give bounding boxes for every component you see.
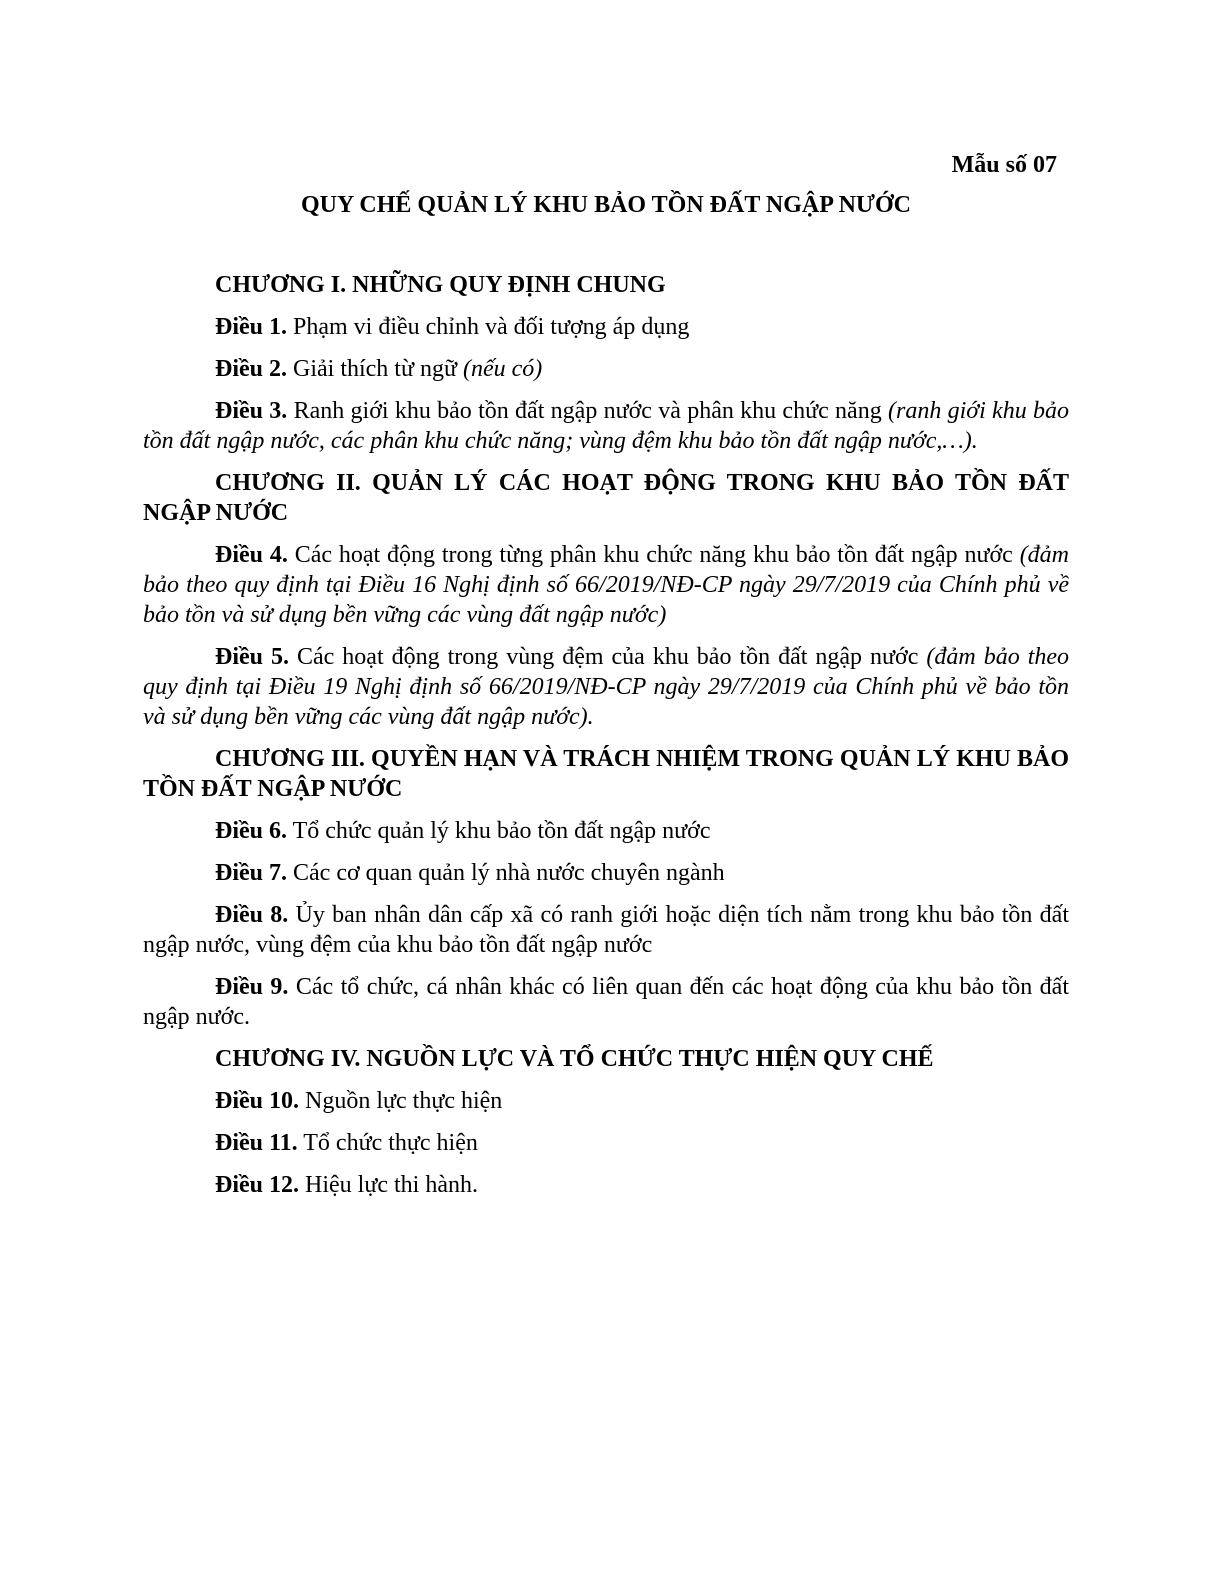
article-label: Điều 5. bbox=[215, 644, 289, 670]
article bbox=[143, 1128, 1069, 1158]
chapter-heading: CHƯƠNG II. QUẢN LÝ CÁC HOẠT ĐỘNG TRONG KHU BẢO TỒN ĐẤT NGẬP NƯỚC bbox=[143, 470, 1069, 526]
article-label: Điều 4. bbox=[215, 542, 288, 568]
article-label: Điều 8. bbox=[215, 902, 289, 928]
article-text: Các hoạt động trong từng phân khu chức năng khu bảo tồn đất ngập nước bbox=[287, 542, 1020, 568]
article-text: Phạm vi điều chỉnh và đối tượng áp dụng bbox=[287, 314, 690, 340]
article-label: Điều 3. bbox=[215, 398, 288, 424]
article bbox=[143, 1086, 1069, 1116]
article-note: (ranh giới khu bảo tồn đất ngập nước, các phân khu chức năng; vùng đệm khu bảo tồn đất ngập nước,…). bbox=[143, 398, 1069, 454]
article bbox=[143, 972, 1069, 1032]
article-text: Các cơ quan quản lý nhà nước chuyên ngành bbox=[287, 860, 725, 886]
article-text: Nguồn lực thực hiện bbox=[299, 1088, 503, 1114]
article-label: Điều 7. bbox=[215, 860, 287, 886]
article-label: Điều 9. bbox=[215, 974, 289, 1000]
chapter-list bbox=[143, 270, 1069, 1200]
article-label: Điều 2. bbox=[215, 356, 287, 382]
article-note: (đảm bảo theo quy định tại Điều 16 Nghị định số 66/2019/NĐ-CP ngày 29/7/2019 của Chính phủ về bảo tồn và sử dụng bền vững các vùng đất ngập nước) bbox=[143, 542, 1070, 628]
article-text: Hiệu lực thi hành. bbox=[299, 1172, 478, 1198]
article bbox=[143, 354, 1069, 384]
article-label: Điều 6. bbox=[215, 818, 287, 844]
article bbox=[143, 312, 1069, 342]
article-note: (đảm bảo theo quy định tại Điều 19 Nghị định số 66/2019/NĐ-CP ngày 29/7/2019 của Chính phủ về bảo tồn và sử dụng bền vững các vùng đất ngập nước). bbox=[143, 644, 1070, 730]
article-label: Điều 1. bbox=[215, 314, 287, 340]
form-number: Mẫu số 07 bbox=[951, 152, 1057, 178]
article bbox=[143, 642, 1069, 732]
article bbox=[143, 816, 1069, 846]
article bbox=[143, 396, 1069, 456]
article-text: Tổ chức quản lý khu bảo tồn đất ngập nước bbox=[287, 818, 711, 844]
article-text: Giải thích từ ngữ bbox=[287, 356, 463, 382]
chapter-heading: CHƯƠNG IV. NGUỒN LỰC VÀ TỔ CHỨC THỰC HIỆN QUY CHẾ bbox=[215, 1046, 934, 1072]
article-label: Điều 12. bbox=[215, 1172, 299, 1198]
article bbox=[143, 900, 1069, 960]
article-note: (nếu có) bbox=[463, 356, 543, 382]
article-text: Các hoạt động trong vùng đệm của khu bảo tồn đất ngập nước bbox=[289, 644, 927, 670]
document-page bbox=[143, 150, 1069, 1212]
chapter-heading: CHƯƠNG III. QUYỀN HẠN VÀ TRÁCH NHIỆM TRONG QUẢN LÝ KHU BẢO TỒN ĐẤT NGẬP NƯỚC bbox=[143, 746, 1069, 802]
article bbox=[143, 858, 1069, 888]
article bbox=[143, 1170, 1069, 1200]
chapter-heading: CHƯƠNG I. NHỮNG QUY ĐỊNH CHUNG bbox=[215, 272, 666, 298]
article-label: Điều 10. bbox=[215, 1088, 299, 1114]
article-text: Tổ chức thực hiện bbox=[297, 1130, 478, 1156]
article bbox=[143, 540, 1069, 630]
article-text: Ủy ban nhân dân cấp xã có ranh giới hoặc diện tích nằm trong khu bảo tồn đất ngập nước, vùng đệm của khu bảo tồn đất ngập nước bbox=[143, 902, 1070, 958]
document-title: QUY CHẾ QUẢN LÝ KHU BẢO TỒN ĐẤT NGẬP NƯỚC bbox=[300, 192, 912, 218]
article-text: Ranh giới khu bảo tồn đất ngập nước và phân khu chức năng bbox=[287, 398, 888, 424]
article-text: Các tổ chức, cá nhân khác có liên quan đến các hoạt động của khu bảo tồn đất ngập nước. bbox=[143, 974, 1069, 1030]
article-label: Điều 11. bbox=[215, 1130, 298, 1156]
